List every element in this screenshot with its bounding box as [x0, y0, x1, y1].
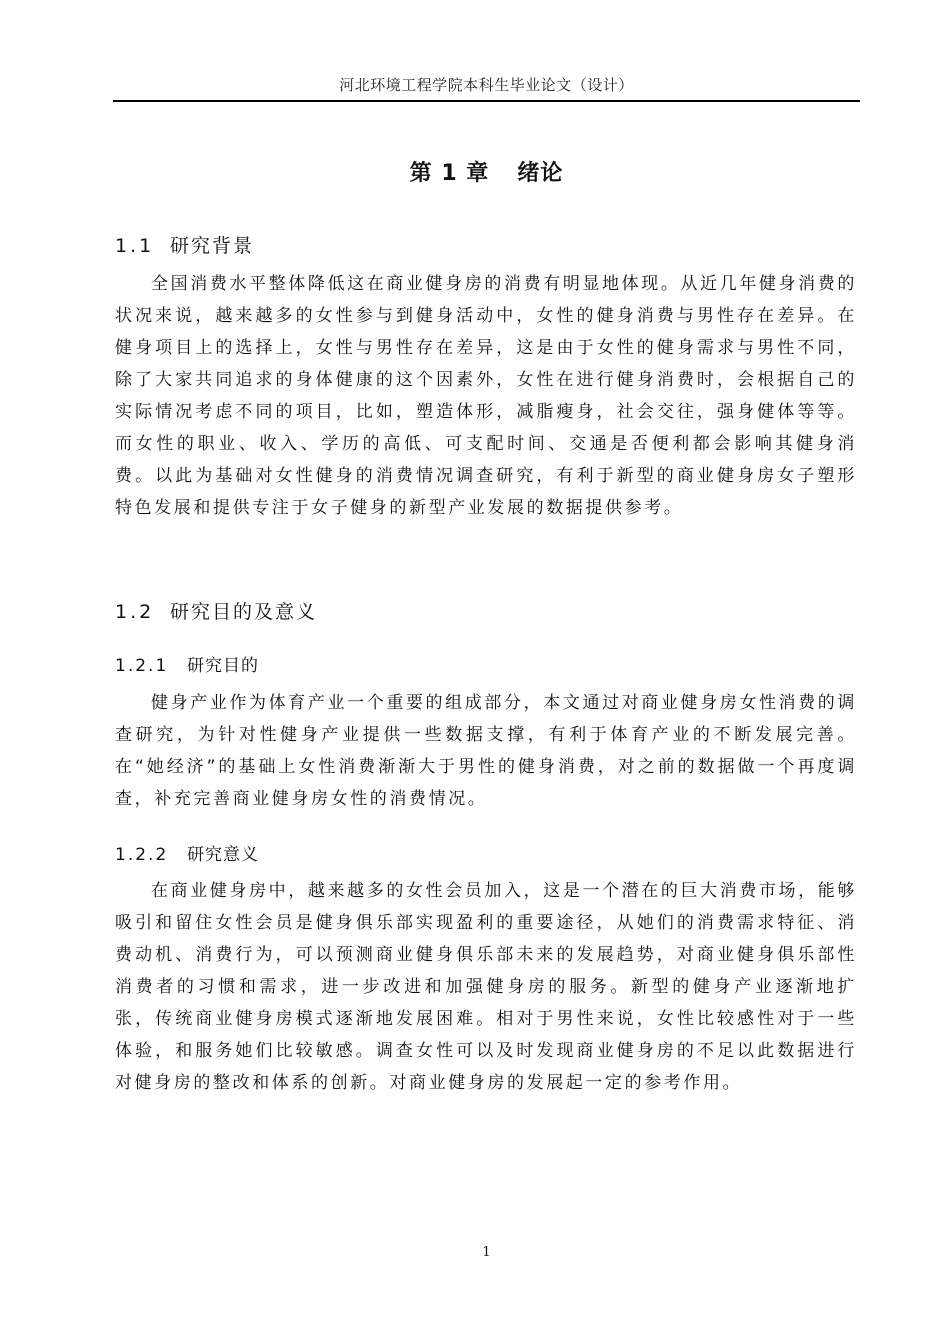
chapter-name: 绪论 — [517, 161, 564, 186]
paragraph-significance: 在商业健身房中，越来越多的女性会员加入，这是一个潜在的巨大消费市场，能够吸引和留住女性会员是健身俱乐部实现盈利的重要途径，从她们的消费需求特征、消费动机、消费行为，可以预测商业健身俱乐部未来的发展趋势，对商业健身俱乐部性消费者的习惯和需求，进一步改进和加强健身房的服务。新型的健身产业逐渐地扩张，传统商业健身房模式逐渐地发展困难。相对于男性来说，女性比较感性对于一些体验，和服务她们比较敏感。调查女性可以及时发现商业健身房的不足以此数据进行对健身房的整改和体系的创新。对商业健身房的发展起一定的参考作用。 — [115, 881, 857, 1093]
subsection-title: 研究意义 — [187, 845, 259, 865]
subsection-title: 研究目的 — [187, 656, 259, 676]
section-heading-1-1 — [115, 231, 254, 258]
paragraph-purpose: 健身产业作为体育产业一个重要的组成部分，本文通过对商业健身房女性消费的调查研究，为针对性健身产业提供一些数据支撑，有利于体育产业的不断发展完善。在“她经济”的基础上女性消费渐渐大于男性的健身消费，对之前的数据做一个再度调查，补充完善商业健身房女性的消费情况。 — [115, 693, 857, 809]
section-title: 研究目的及意义 — [170, 601, 318, 623]
section-number: 1.2 — [115, 601, 155, 623]
section-number: 1.1 — [115, 235, 155, 257]
subsection-number: 1.2.1 — [115, 656, 169, 676]
header-rule — [113, 100, 860, 102]
chapter-title — [113, 156, 860, 187]
section-heading-1-2 — [115, 597, 317, 624]
subsection-number: 1.2.2 — [115, 845, 169, 865]
chapter-number: 第 1 章 — [409, 161, 490, 186]
page-number: 1 — [482, 1245, 491, 1260]
subsection-heading-1-2-1 — [115, 651, 259, 676]
subsection-heading-1-2-2 — [115, 840, 259, 865]
section-title: 研究背景 — [170, 235, 255, 257]
paragraph-background: 全国消费水平整体降低这在商业健身房的消费有明显地体现。从近几年健身消费的状况来说，越来越多的女性参与到健身活动中，女性的健身消费与男性存在差异。在健身项目上的选择上，女性与男性存在差异，这是由于女性的健身需求与男性不同，除了大家共同追求的身体健康的这个因素外，女性在进行健身消费时，会根据自己的实际情况考虑不同的项目，比如，塑造体形，减脂瘦身，社会交往，强身健体等等。而女性的职业、收入、学历的高低、可支配时间、交通是否便利都会影响其健身消费。以此为基础对女性健身的消费情况调查研究，有利于新型的商业健身房女子塑形特色发展和提供专注于女子健身的新型产业发展的数据提供参考。 — [115, 274, 857, 518]
page-header: 河北环境工程学院本科生毕业论文（设计） — [339, 76, 634, 94]
